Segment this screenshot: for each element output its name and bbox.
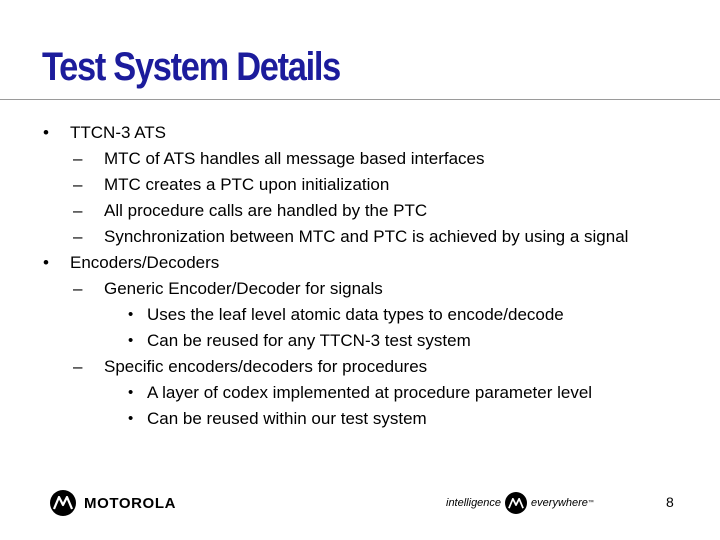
dash-marker: –	[73, 149, 83, 168]
bullet-marker: •	[128, 306, 134, 323]
bullet-text: Can be reused for any TTCN-3 test system	[147, 331, 471, 350]
trademark-symbol: ™	[587, 500, 594, 506]
page-number: 8	[666, 494, 674, 510]
dash-marker: –	[73, 175, 83, 194]
bullet-text: All procedure calls are handled by the PTC	[104, 201, 428, 220]
tagline	[446, 490, 594, 516]
dash-marker: –	[73, 227, 83, 246]
motorola-logo	[50, 488, 176, 518]
dash-marker: –	[73, 201, 83, 220]
bullet-text: MTC creates a PTC upon initialization	[104, 175, 390, 194]
bullet-text: Generic Encoder/Decoder for signals	[104, 279, 383, 298]
bullet-text: TTCN-3 ATS	[70, 123, 167, 142]
title-divider	[0, 99, 720, 100]
bullet-text: Synchronization between MTC and PTC is achieved by using a signal	[104, 227, 629, 246]
bullet-text: Can be reused within our test system	[147, 409, 427, 428]
bullet-marker: •	[43, 123, 49, 142]
dash-marker: –	[73, 357, 83, 376]
tagline-left: intelligence	[446, 497, 502, 509]
bullet-text: MTC of ATS handles all message based interfaces	[104, 149, 485, 168]
bullet-marker: •	[128, 410, 134, 427]
bullet-text: Encoders/Decoders	[70, 253, 220, 272]
slide-title: Test System Details	[42, 45, 340, 89]
motorola-m-icon	[50, 490, 76, 516]
motorola-m-icon	[505, 492, 527, 514]
bullet-text: Specific encoders/decoders for procedures	[104, 357, 428, 376]
dash-marker: –	[73, 279, 83, 298]
bullet-marker: •	[43, 253, 49, 272]
brand-name: MOTOROLA	[84, 494, 177, 512]
bullet-text: Uses the leaf level atomic data types to encode/decode	[147, 305, 564, 324]
bullet-marker: •	[128, 332, 134, 349]
bullet-text: A layer of codex implemented at procedure parameter level	[147, 383, 593, 402]
tagline-right: everywhere	[531, 497, 588, 509]
bullet-marker: •	[128, 384, 134, 401]
